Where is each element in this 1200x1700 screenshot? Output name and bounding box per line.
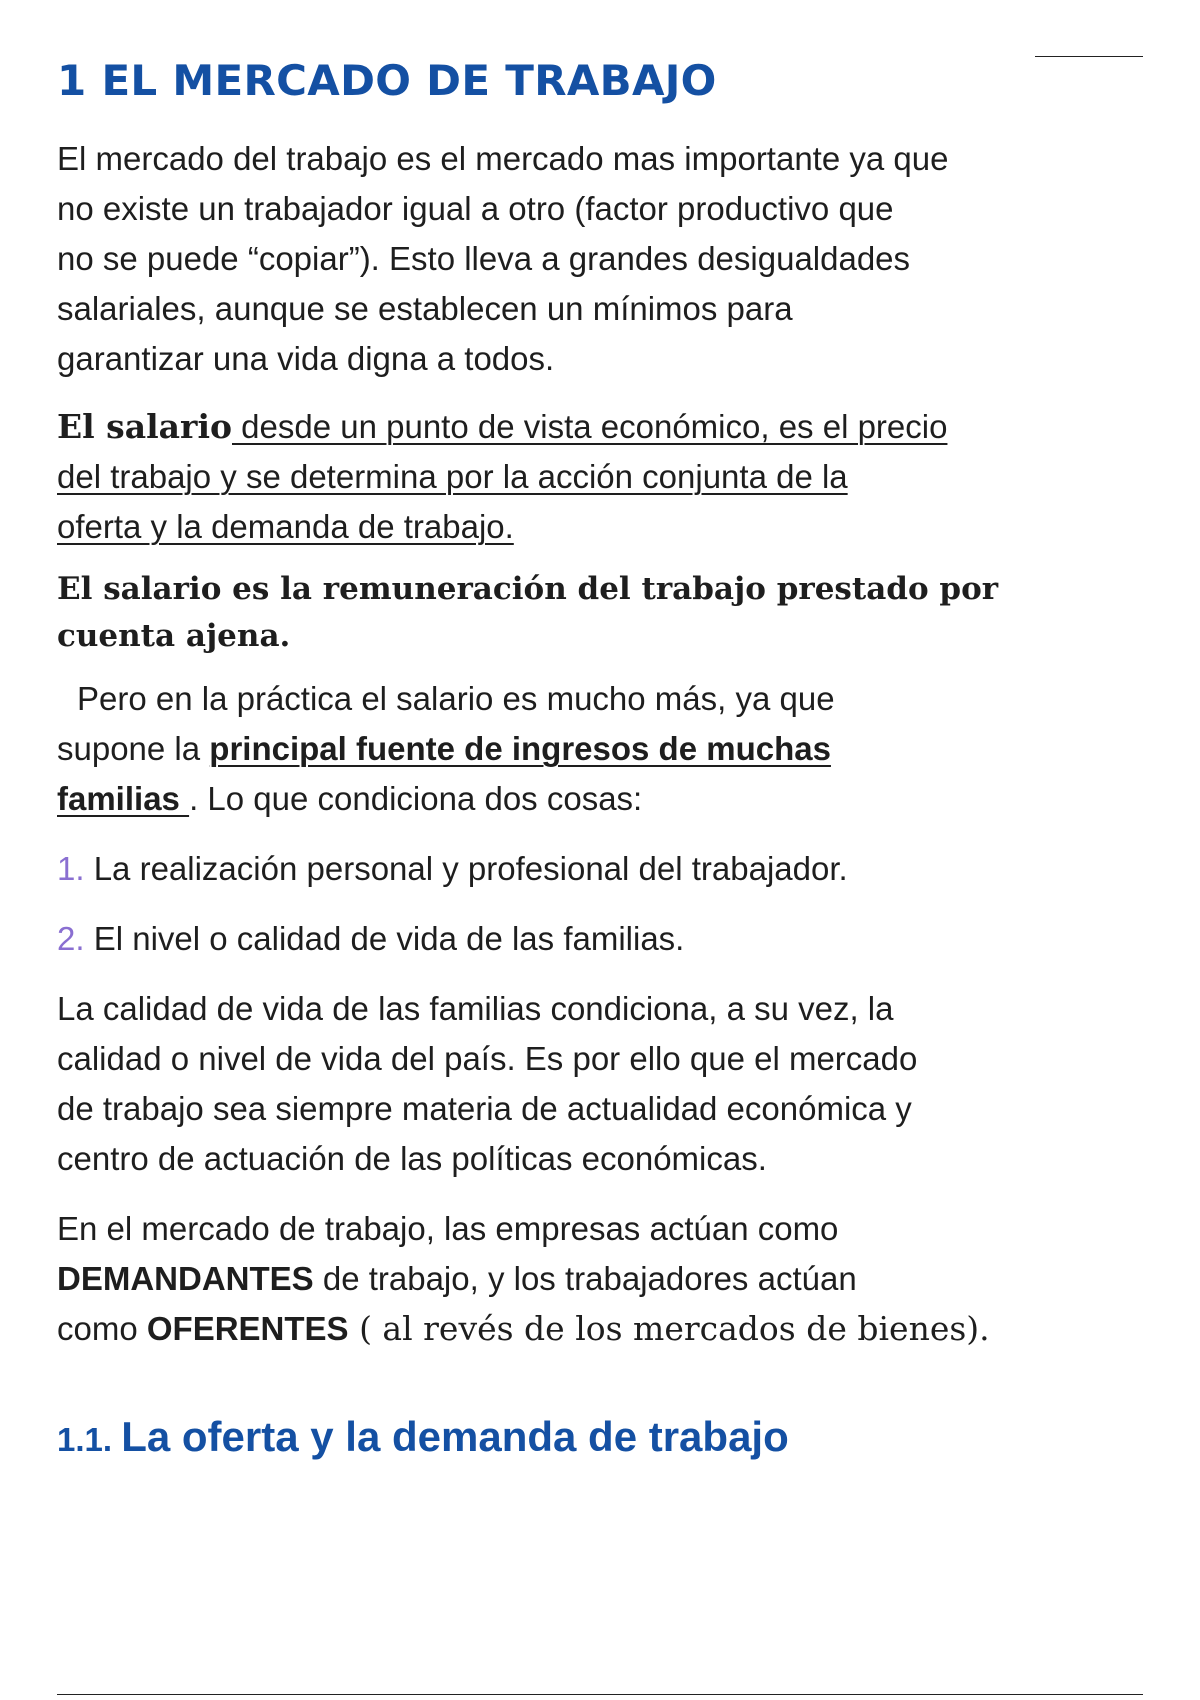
market-paragraph	[57, 1204, 1067, 1354]
practice-line: Pero en la práctica el salario es mucho más, ya que	[77, 680, 835, 718]
list-number: 1.	[57, 850, 85, 888]
practice-line-suffix: . Lo que condiciona dos cosas:	[189, 780, 643, 818]
section-number: 1.1.	[57, 1421, 122, 1459]
practice-paragraph	[57, 674, 1067, 824]
practice-line-prefix: supone la	[57, 730, 210, 768]
practice-emphasis: familias	[57, 780, 190, 818]
quality-line: La calidad de vida de las familias condiciona, a su vez, la	[57, 990, 894, 1028]
top-rule	[1035, 56, 1143, 57]
intro-line: El mercado del trabajo es el mercado mas importante ya que	[57, 140, 949, 178]
page-title: 1 EL MERCADO DE TRABAJO	[57, 56, 717, 105]
market-line-prefix: como	[57, 1310, 147, 1348]
salario-underlined-text: desde un punto de vista económico, es el precio	[232, 408, 948, 446]
list-item	[57, 914, 1067, 964]
section-title-text: La oferta y la demanda de trabajo	[121, 1413, 789, 1461]
list-number: 2.	[57, 920, 85, 958]
definition-paragraph	[57, 566, 1067, 660]
definition-line: El salario es la remuneración del trabajo prestado por	[57, 571, 999, 608]
intro-line: garantizar una vida digna a todos.	[57, 340, 555, 378]
list-text: La realización personal y profesional del trabajador.	[93, 850, 848, 888]
bottom-rule	[57, 1694, 1143, 1695]
list-text: El nivel o calidad de vida de las familias.	[93, 920, 685, 958]
practice-emphasis: principal fuente de ingresos de muchas	[209, 730, 831, 768]
quality-paragraph	[57, 984, 1067, 1184]
intro-line: no se puede “copiar”). Esto lleva a grandes desigualdades	[57, 240, 911, 278]
document-page	[57, 58, 1067, 1465]
intro-line: salariales, aunque se establecen un mínimos para	[57, 290, 793, 328]
market-line-suffix: ( al revés de los mercados de bienes).	[348, 1309, 990, 1349]
salario-paragraph	[57, 402, 1067, 552]
definition-line: cuenta ajena.	[57, 618, 291, 655]
market-line: de trabajo, y los trabajadores actúan	[313, 1260, 857, 1298]
list-item	[57, 844, 1067, 894]
intro-paragraph	[57, 134, 1067, 384]
quality-line: de trabajo sea siempre materia de actualidad económica y	[57, 1090, 912, 1128]
salario-underlined-text: del trabajo y se determina por la acción conjunta de la	[57, 458, 848, 496]
market-line: En el mercado de trabajo, las empresas actúan como	[57, 1210, 839, 1248]
oferentes-term: OFERENTES	[146, 1310, 349, 1348]
quality-line: calidad o nivel de vida del país. Es por ello que el mercado	[57, 1040, 918, 1078]
section-subtitle	[57, 1412, 1067, 1465]
salario-underlined-text: oferta y la demanda de trabajo.	[57, 508, 514, 546]
intro-line: no existe un trabajador igual a otro (factor productivo que	[57, 190, 894, 228]
demandantes-term: DEMANDANTES	[57, 1260, 314, 1298]
salario-bold-term: El salario	[57, 407, 232, 447]
quality-line: centro de actuación de las políticas económicas.	[57, 1140, 767, 1178]
